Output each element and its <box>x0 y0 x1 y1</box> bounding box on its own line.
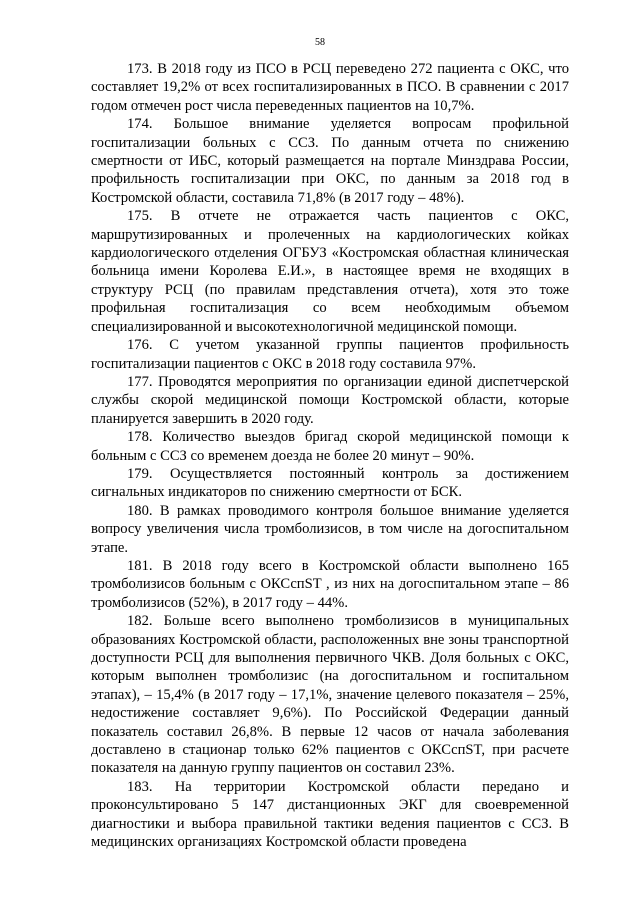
paragraph-179: 179. Осуществляется постоянный контроль за достижением сигнальных индикаторов по снижению смертности от БСК. <box>91 465 569 501</box>
paragraph-180: 180. В рамках проводимого контроля большое внимание уделяется вопросу увеличения числа тромболизисов, в том числе на догоспитальном этапе. <box>91 502 569 556</box>
paragraph-181: 181. В 2018 году всего в Костромской области выполнено 165 тромболизисов больным с ОКСспST , из них на догоспитальном этапе – 86 тромболизисов (52%), в 2017 году – 44%. <box>91 557 569 611</box>
paragraph-177: 177. Проводятся мероприятия по организации единой диспетчерской службы скорой медицинской помощи Костромской области, которые планируется завершить в 2020 году. <box>91 373 569 427</box>
paragraph-173: 173. В 2018 году из ПСО в РСЦ переведено 272 пациента с ОКС, что составляет 19,2% от всех госпитализированных в ПСО. В сравнении с 2017 годом отмечен рост числа переведенных пациентов на 10,7%. <box>91 61 569 114</box>
document-body <box>91 60 569 851</box>
paragraph-176: 176. С учетом указанной группы пациентов профильность госпитализации пациентов с ОКС в 2018 году составила 97%. <box>91 337 569 372</box>
paragraph-178: 178. Количество выездов бригад скорой медицинской помощи к больным с ССЗ со временем доезда не более 20 минут – 90%. <box>91 429 569 464</box>
page-number: 58 <box>315 37 325 48</box>
paragraph-182: 182. Больше всего выполнено тромболизисов в муниципальных образованиях Костромской области, расположенных вне зоны транспортной доступности РСЦ для выполнения первичного ЧКВ. Доля больных с ОКС, которым выполнен тромболизис (на догоспитальном и госпитальном этапах), – 15,4% (в 2017 году – 17,1%, значение целевого показателя – 25%, недостижение составляет 9,6%). По Российской Федерации данный показатель составил 26,8%. В первые 12 часов от начала заболевания доставлено в стационар только 62% пациентов с ОКСспST, при расчете показателя на данную группу пациентов он составил 23%. <box>91 613 569 777</box>
paragraph-174: 174. Большое внимание уделяется вопросам профильной госпитализации больных с ССЗ. По данным отчета по снижению смертности от ИБС, который размещается на портале Минздрава России, профильность госпитализации при ОКС, по данным за 2018 год в Костромской области, составила 71,8% (в 2017 году – 48%). <box>91 116 569 206</box>
paragraph-175: 175. В отчете не отражается часть пациентов с ОКС, маршрутизированных и пролеченных на кардиологических койках кардиологического отделения ОГБУЗ «Костромская областная клиническая больница имени Королева Е.И.», в настоящее время не входящих в структуру РСЦ (по правилам представления отчета), хотя это тоже профильная госпитализация со всем необходимым объемом специализированной и высокотехнологичной медицинской помощи. <box>91 208 569 335</box>
paragraph-183: 183. На территории Костромской области передано и проконсультировано 5 147 дистанционных ЭКГ для своевременной диагностики и выбора правильной тактики ведения пациентов с ССЗ. В медицинских организациях Костромской области проведена <box>91 778 569 851</box>
